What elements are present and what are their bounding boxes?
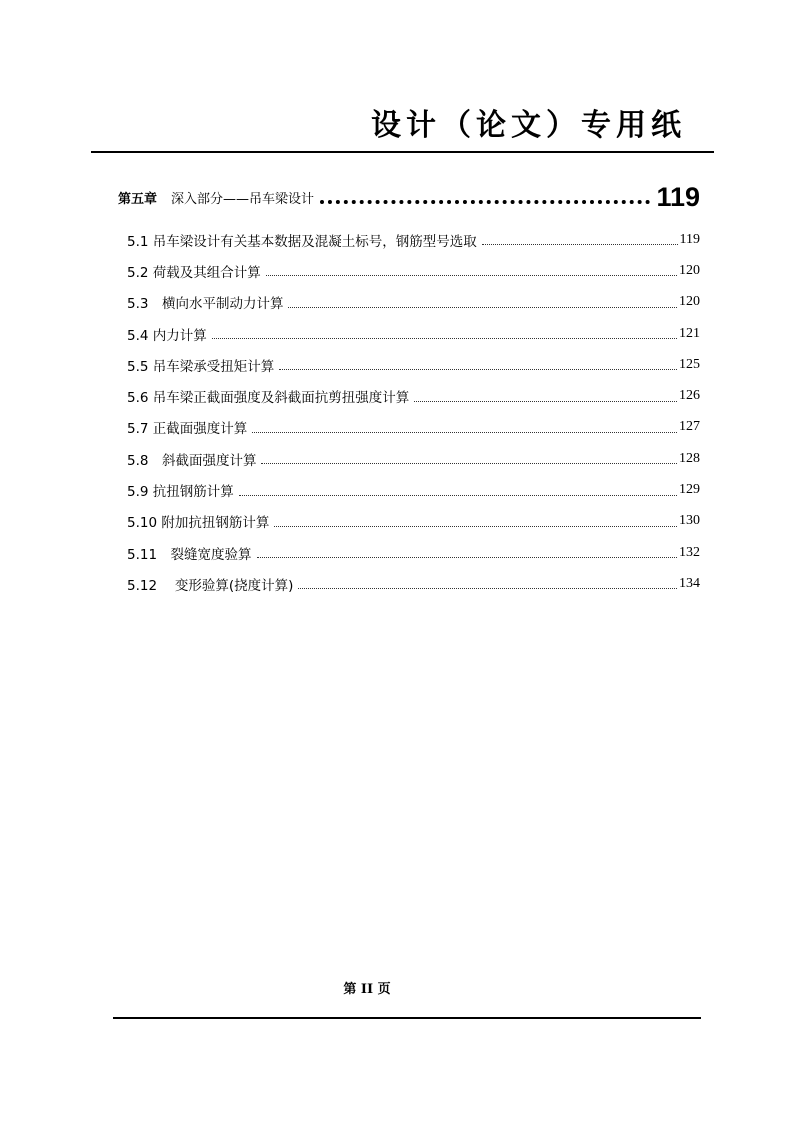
table-of-contents [127, 224, 700, 600]
toc-entry-5-12[interactable] [127, 568, 700, 599]
toc-page-number: 132 [679, 544, 700, 560]
footer-page-number: 第 II 页 [343, 982, 391, 997]
dot-leader [288, 307, 677, 308]
toc-page-number: 127 [679, 419, 700, 435]
dot-leader [212, 338, 677, 339]
dot-leader [239, 495, 677, 496]
toc-entry-text: 5.3 横向水平制动力计算 [127, 296, 284, 313]
dot-leader [274, 526, 677, 527]
toc-page-number: 120 [679, 294, 700, 310]
dot-leader [482, 244, 678, 245]
footer-rule [113, 1017, 701, 1019]
toc-entry-text: 5.8 斜截面强度计算 [127, 452, 257, 469]
toc-entry-text: 5.1 吊车梁设计有关基本数据及混凝土标号，钢筋型号选取 [127, 233, 477, 250]
dot-leader [279, 369, 677, 370]
chapter-dot-leader [320, 200, 650, 204]
toc-entry-text: 5.2 荷载及其组合计算 [127, 264, 261, 281]
toc-page-number: 119 [679, 231, 700, 247]
dot-leader [252, 432, 677, 433]
toc-page-number: 125 [679, 356, 700, 372]
toc-page-number: 134 [679, 575, 700, 591]
toc-entry-5-9[interactable] [127, 474, 700, 505]
toc-entry-text: 5.12 变形验算(挠度计算) [127, 577, 294, 594]
toc-entry-5-6[interactable] [127, 380, 700, 411]
dot-leader [266, 275, 677, 276]
toc-page-number: 130 [679, 513, 700, 529]
dot-leader [298, 588, 677, 589]
toc-page-number: 128 [679, 450, 700, 466]
toc-entry-5-1[interactable] [127, 224, 700, 255]
toc-entry-5-7[interactable] [127, 412, 700, 443]
toc-entry-text: 5.6 吊车梁正截面强度及斜截面抗剪扭强度计算 [127, 390, 410, 407]
toc-entry-text: 5.4 内力计算 [127, 327, 207, 344]
chapter-label: 第五章 [118, 192, 158, 207]
toc-entry-5-8[interactable] [127, 443, 700, 474]
dot-leader [257, 557, 677, 558]
toc-page-number: 129 [679, 482, 700, 498]
toc-page-number: 121 [679, 325, 700, 341]
toc-page-number: 120 [679, 262, 700, 278]
toc-entry-5-4[interactable] [127, 318, 700, 349]
toc-entry-text: 5.7 正截面强度计算 [127, 421, 248, 438]
dot-leader [261, 463, 677, 464]
page-header-title: 设计（论文）专用纸 [371, 108, 686, 143]
toc-entry-5-11[interactable] [127, 537, 700, 568]
toc-entry-text: 5.5 吊车梁承受扭矩计算 [127, 358, 275, 375]
chapter-page-number: 119 [656, 182, 700, 212]
dot-leader [414, 401, 677, 402]
toc-entry-5-2[interactable] [127, 255, 700, 286]
chapter-title: 深入部分——吊车梁设计 [171, 192, 315, 207]
toc-entry-text: 5.10 附加抗扭钢筋计算 [127, 515, 270, 532]
toc-entry-text: 5.9 抗扭钢筋计算 [127, 484, 234, 501]
toc-page-number: 126 [679, 388, 700, 404]
toc-entry-5-10[interactable] [127, 506, 700, 537]
header-rule [91, 151, 714, 153]
toc-entry-5-3[interactable] [127, 287, 700, 318]
toc-entry-5-5[interactable] [127, 349, 700, 380]
toc-chapter-entry[interactable] [118, 172, 700, 212]
toc-entry-text: 5.11 裂缝宽度验算 [127, 546, 252, 563]
